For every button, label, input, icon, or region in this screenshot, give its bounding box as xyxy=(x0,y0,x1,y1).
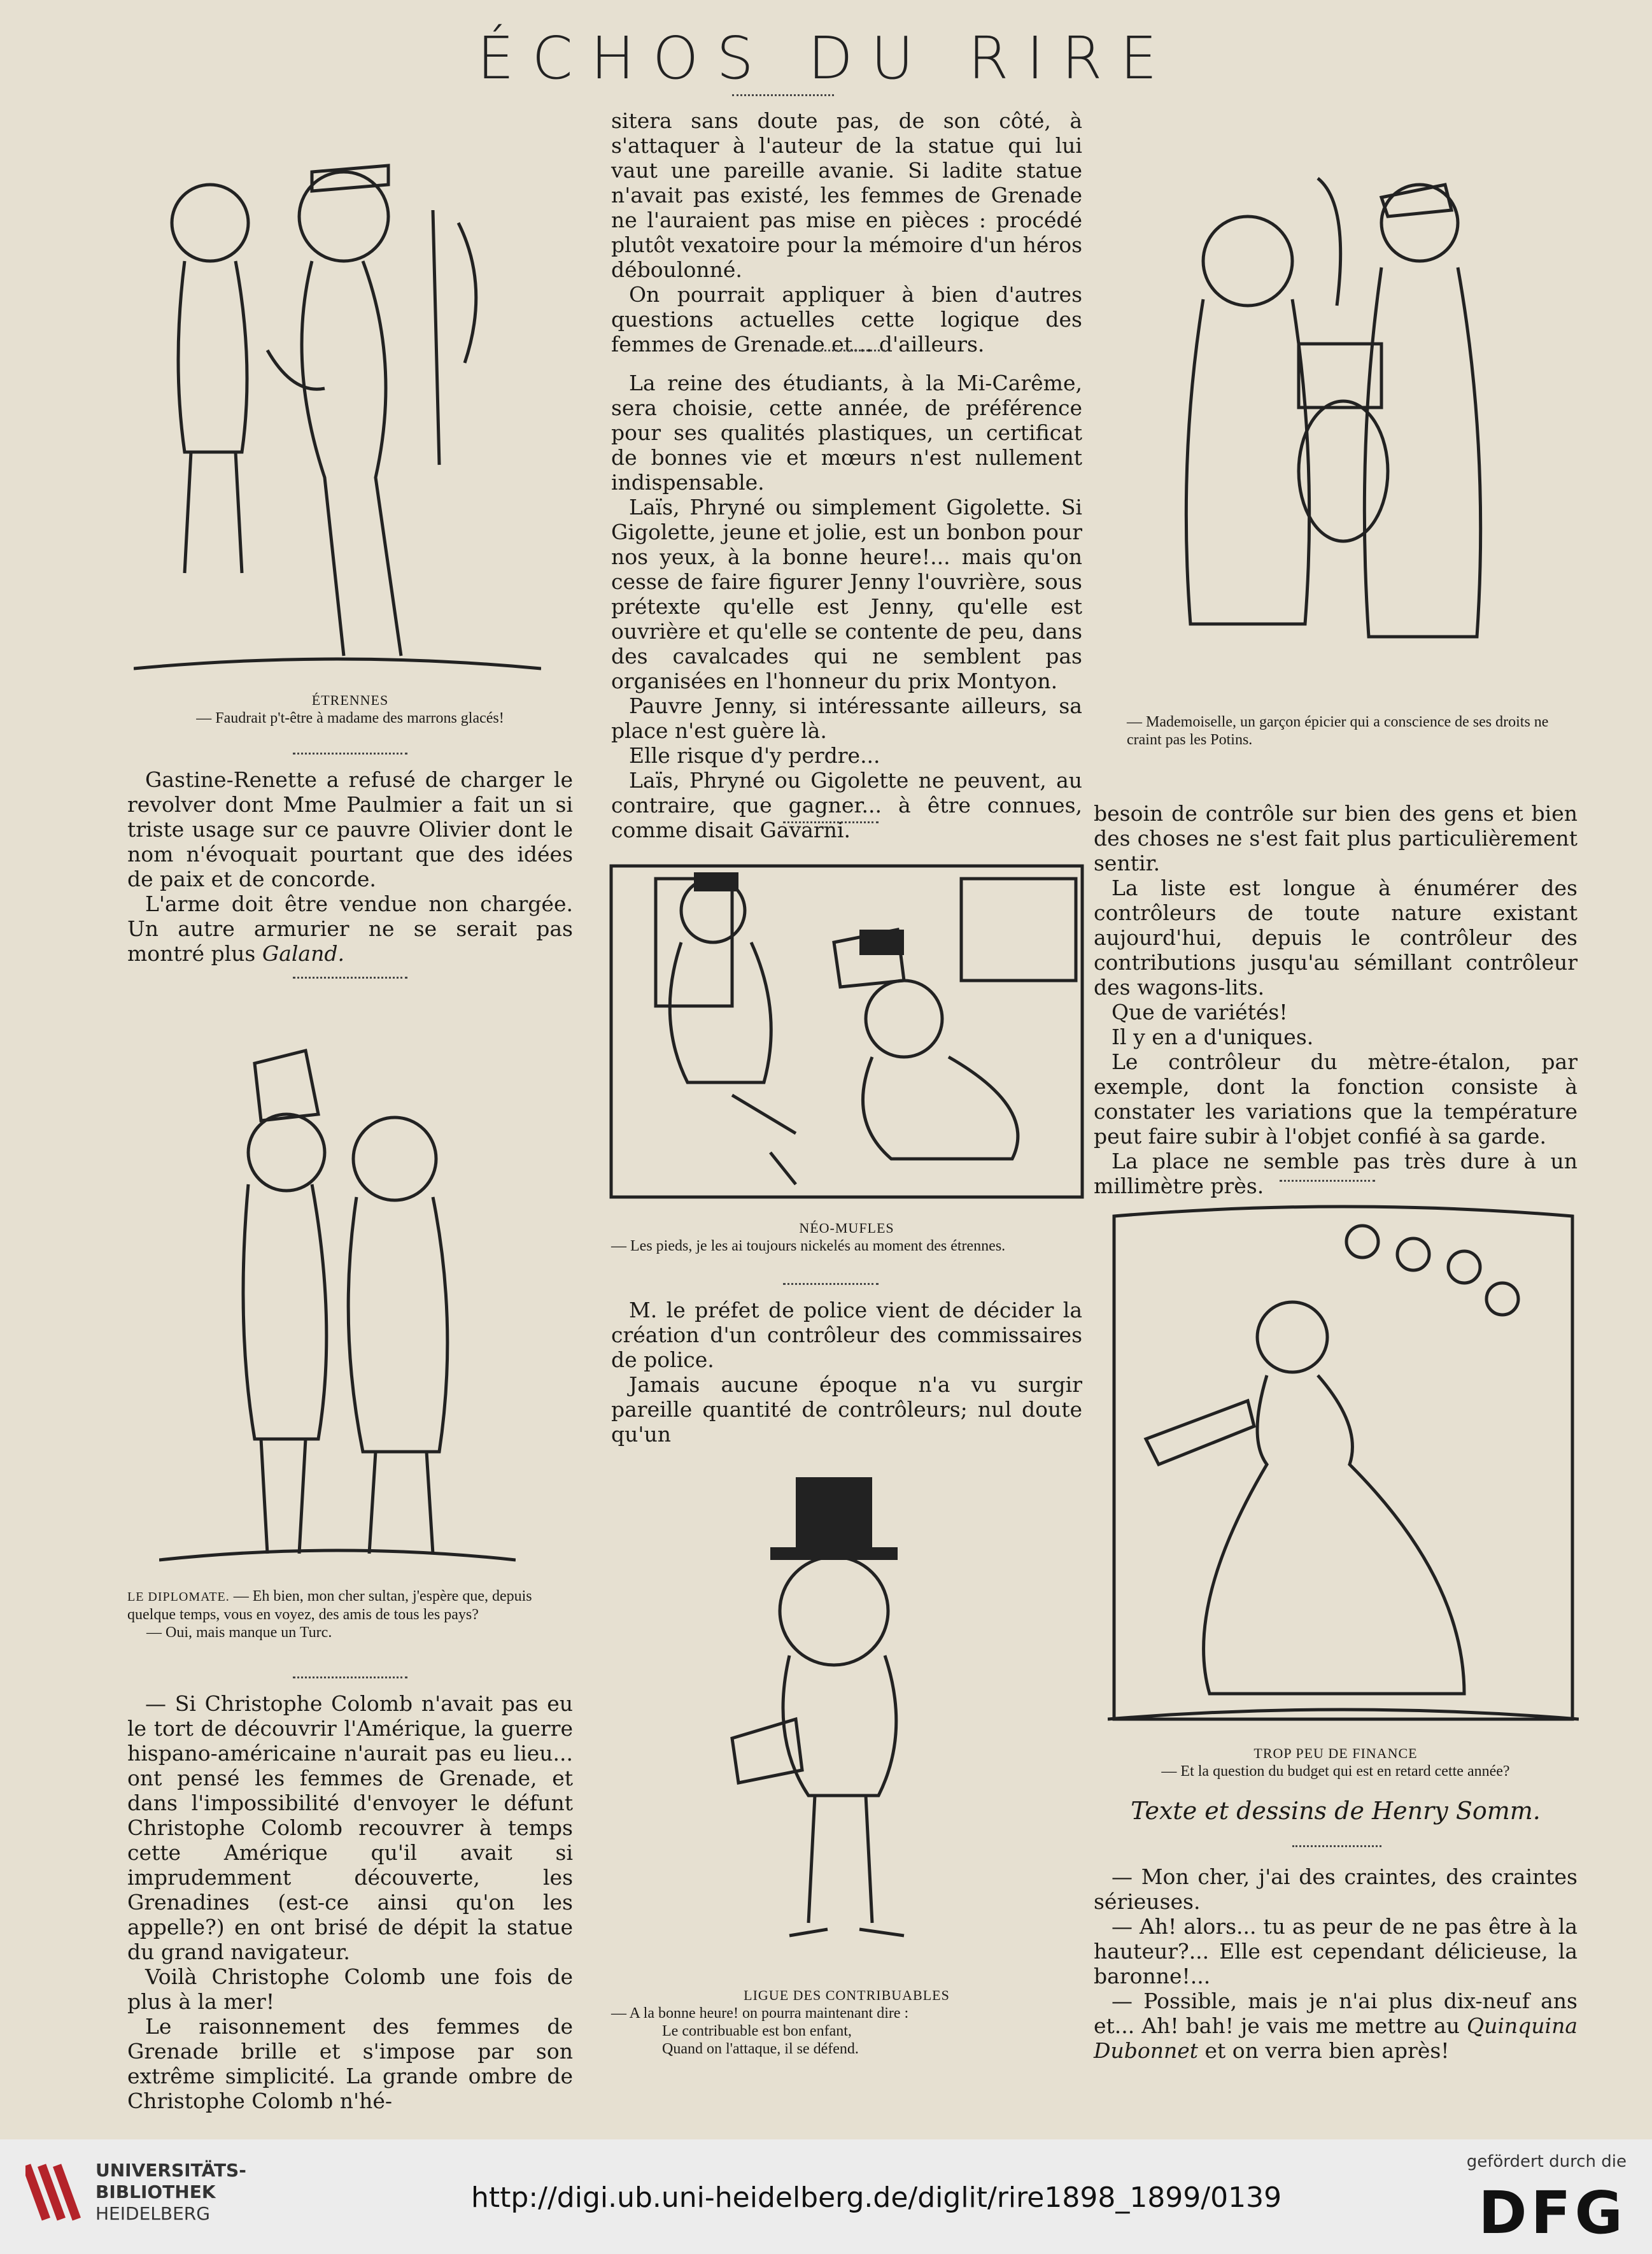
column-3-bottom xyxy=(1094,1864,1578,2063)
article-varietes: Que de variétés! xyxy=(1112,1000,1288,1024)
caption-finance-text: — Et la question du budget qui est en retard cette année? xyxy=(1161,1763,1510,1780)
article-colomb-cont: sitera sans doute pas, de son côté, à s'attaquer à l'auteur de la statue qui lui vaut une pareille avanie. Si ladite statue n'avait pas existé, les femmes de Grenade ne l'auraient pas mise en pièces : procédé plutôt vexatoire pour la mémoire d'un héros déboulonné. xyxy=(611,108,1082,282)
caption-ligue-line2: Le contribuable est bon enfant, xyxy=(662,2023,852,2039)
masthead-title: ÉCHOS DU RIRE xyxy=(477,24,1175,92)
ornament-divider xyxy=(732,94,834,96)
ornament-divider xyxy=(783,821,879,823)
column-1-top xyxy=(127,767,573,966)
caption-neo-mufles-title: NÉO-MUFLES xyxy=(799,1220,894,1236)
column-2-middle xyxy=(611,371,1082,842)
caption-etrennes-title: ÉTRENNES xyxy=(311,692,389,708)
article-gastine-renette-cont xyxy=(127,891,573,966)
article-millimetre: La place ne semble pas très dure à un millimètre près. xyxy=(1094,1149,1578,1198)
dialogue-line-3 xyxy=(1094,1988,1578,2063)
article-logique: On pourrait appliquer à bien d'autres questions actuelles cette logique des femmes de Grenade et... d'ailleurs. xyxy=(611,282,1082,357)
article-controleurs: Jamais aucune époque n'a vu surgir pareille quantité de contrôleurs; nul doute qu'un xyxy=(611,1372,1082,1447)
dialogue-text: — Possible, mais je n'ai plus dix-neuf ans et... Ah! bah! je vais me mettre au xyxy=(1094,1988,1578,2038)
drawing-etrennes xyxy=(134,96,541,681)
illustration-etrennes xyxy=(134,96,541,681)
caption-etrennes xyxy=(134,691,567,727)
caption-ligue-line1: — A la bonne heure! on pourra maintenant dire : xyxy=(611,2005,909,2022)
column-2-top xyxy=(611,108,1082,357)
article-prefet: M. le préfet de police vient de décider la création d'un contrôleur des commissaires de police. xyxy=(611,1298,1082,1372)
digitization-footer xyxy=(0,2139,1652,2254)
column-1-bottom xyxy=(127,1691,573,2113)
article-jenny: Pauvre Jenny, si intéressante ailleurs, sa place n'est guère là. xyxy=(611,693,1082,743)
drawing-ligue xyxy=(694,1464,999,1974)
ornament-divider xyxy=(1280,1180,1375,1182)
article-liste: La liste est longue à énumérer des contrôleurs de toute nature existant aujourd'hui, depuis le contrôleur des contributions jusqu'au sémillant contrôleur des wagons-lits. xyxy=(1094,875,1578,1000)
library-line-1: UNIVERSITÄTS- xyxy=(95,2160,246,2181)
caption-diplomate-question: — Eh bien, mon cher sultan, j'espère que, depuis quelque temps, vous en voyez, des amis de tous les pays? xyxy=(127,1588,532,1623)
permalink-url[interactable]: http://digi.ub.uni-heidelberg.de/diglit/rire1898_1899/0139 xyxy=(471,2181,1282,2214)
illustration-neo-mufles xyxy=(605,853,1089,1210)
caption-neo-mufles-text: — Les pieds, je les ai toujours nickelés au moment des étrennes. xyxy=(611,1238,1006,1254)
library-line-3: HEIDELBERG xyxy=(95,2203,210,2224)
caption-diplomate-lead: LE DIPLOMATE. xyxy=(127,1590,230,1604)
dialogue-brand: Quinquina Dubonnet xyxy=(1094,2013,1578,2063)
article-colomb-mer: Voilà Christophe Colomb une fois de plus à la mer! xyxy=(127,1964,573,2014)
caption-etrennes-text: — Faudrait p't-être à madame des marrons glacés! xyxy=(196,710,504,727)
caption-diplomate-text xyxy=(127,1587,573,1624)
dialogue-line-2: — Ah! alors... tu as peur de ne pas être à la hauteur?... Elle est cependant délicieuse, la baronne!... xyxy=(1094,1914,1578,1988)
ornament-divider xyxy=(783,1283,879,1285)
article-colomb: — Si Christophe Colomb n'avait pas eu le tort de découvrir l'Amérique, la guerre hispano-américaine n'aurait pas eu lieu... ont pensé les femmes de Grenade, et dans l'impossibilité d'envoyer le défunt Christophe Colomb recouvrer à temps cette Amérique qu'il avait si imprudemment découverte, les Grenadines (est-ce ainsi qu'on les appelle?) en ont brisé de dépit la statue du grand navigateur. xyxy=(127,1691,573,1964)
article-metre-etalon: Le contrôleur du mètre-étalon, par exemple, dont la fonction consiste à constater les variations que la température peut faire subir à l'objet confié à sa garde. xyxy=(1094,1049,1578,1149)
funding-note: gefördert durch die xyxy=(1466,2152,1627,2171)
drawing-epicier xyxy=(1140,140,1547,700)
university-library-logo-icon xyxy=(25,2157,83,2230)
illustration-ligue xyxy=(694,1464,999,1974)
caption-neo-mufles xyxy=(611,1219,1082,1255)
ornament-divider xyxy=(1292,1845,1381,1847)
drawing-neo-mufles xyxy=(605,853,1089,1210)
illustration-finance xyxy=(1108,1197,1579,1732)
caption-ligue-line3: Quand on l'attaque, il se défend. xyxy=(662,2041,859,2057)
illustration-diplomate xyxy=(159,993,516,1566)
caption-ligue-title: LIGUE DES CONTRIBUABLES xyxy=(744,1987,950,2003)
caption-epicier-text: — Mademoiselle, un garçon épicier qui a conscience de ses droits ne craint pas les Potins. xyxy=(1127,714,1549,748)
library-line-2: BIBLIOTHEK xyxy=(95,2181,216,2202)
caption-diplomate xyxy=(127,1587,573,1641)
caption-epicier xyxy=(1127,713,1585,749)
article-colomb-raisonnement: Le raisonnement des femmes de Grenade brille et s'impose par son extrême simplicité. La grande ombre de Christophe Colomb n'hé- xyxy=(127,2014,573,2113)
column-3-top xyxy=(1094,801,1578,1198)
dialogue-line-1: — Mon cher, j'ai des craintes, des craintes sérieuses. xyxy=(1094,1864,1578,1914)
caption-finance xyxy=(1094,1745,1578,1780)
article-signature: Galand. xyxy=(262,941,344,966)
article-gavarni: Laïs, Phryné ou Gigolette ne peuvent, au contraire, que gagner... à être connues, comme disait Gavarni. xyxy=(611,768,1082,842)
caption-finance-title: TROP PEU DE FINANCE xyxy=(1253,1745,1418,1761)
university-library-name xyxy=(95,2160,246,2225)
caption-ligue xyxy=(611,1987,1082,2058)
ornament-divider xyxy=(789,350,885,351)
dialogue-end: et on verra bien après! xyxy=(1204,2038,1450,2063)
article-gigolette: Laïs, Phryné ou simplement Gigolette. Si Gigolette, jeune et jolie, est un bonbon pour nos yeux, à la bonne heure!... mais qu'on cesse de faire figurer Jenny l'ouvrière, sous prétexte qu'elle est Jenny, qu'elle est ouvrière et qu'elle se contente de peu, dans des cavalcades qui ne semblent pas organisées en l'honneur du prix Montyon. xyxy=(611,495,1082,693)
article-text: L'arme doit être vendue non chargée. Un autre armurier ne se serait pas montré plus xyxy=(127,891,573,966)
author-signature: Texte et dessins de Henry Somm. xyxy=(1131,1797,1541,1825)
illustration-epicier xyxy=(1140,140,1547,700)
article-perdre: Elle risque d'y perdre... xyxy=(629,743,880,768)
ornament-divider xyxy=(293,753,407,755)
article-uniques: Il y en a d'uniques. xyxy=(1112,1024,1314,1049)
ornament-divider xyxy=(293,1676,407,1678)
article-controle-cont: besoin de contrôle sur bien des gens et bien des choses ne s'est fait plus particulièrement sentir. xyxy=(1094,801,1578,875)
column-2-bottom xyxy=(611,1298,1082,1447)
article-gastine-renette: Gastine-Renette a refusé de charger le revolver dont Mme Paulmier a fait un si triste usage sur ce pauvre Olivier dont le nom n'évoquait pourtant que des idées de paix et de concorde. xyxy=(127,767,573,891)
drawing-finance xyxy=(1108,1197,1579,1732)
article-reine-etudiants: La reine des étudiants, à la Mi-Carême, sera choisie, cette année, de préférence pour ses qualités plastiques, un certificat de bonnes vie et mœurs n'est nullement indispensable. xyxy=(611,371,1082,495)
dfg-logo: DFG xyxy=(1478,2179,1627,2247)
ornament-divider xyxy=(293,977,407,979)
drawing-diplomate xyxy=(159,993,516,1566)
caption-diplomate-reply: — Oui, mais manque un Turc. xyxy=(146,1624,332,1641)
